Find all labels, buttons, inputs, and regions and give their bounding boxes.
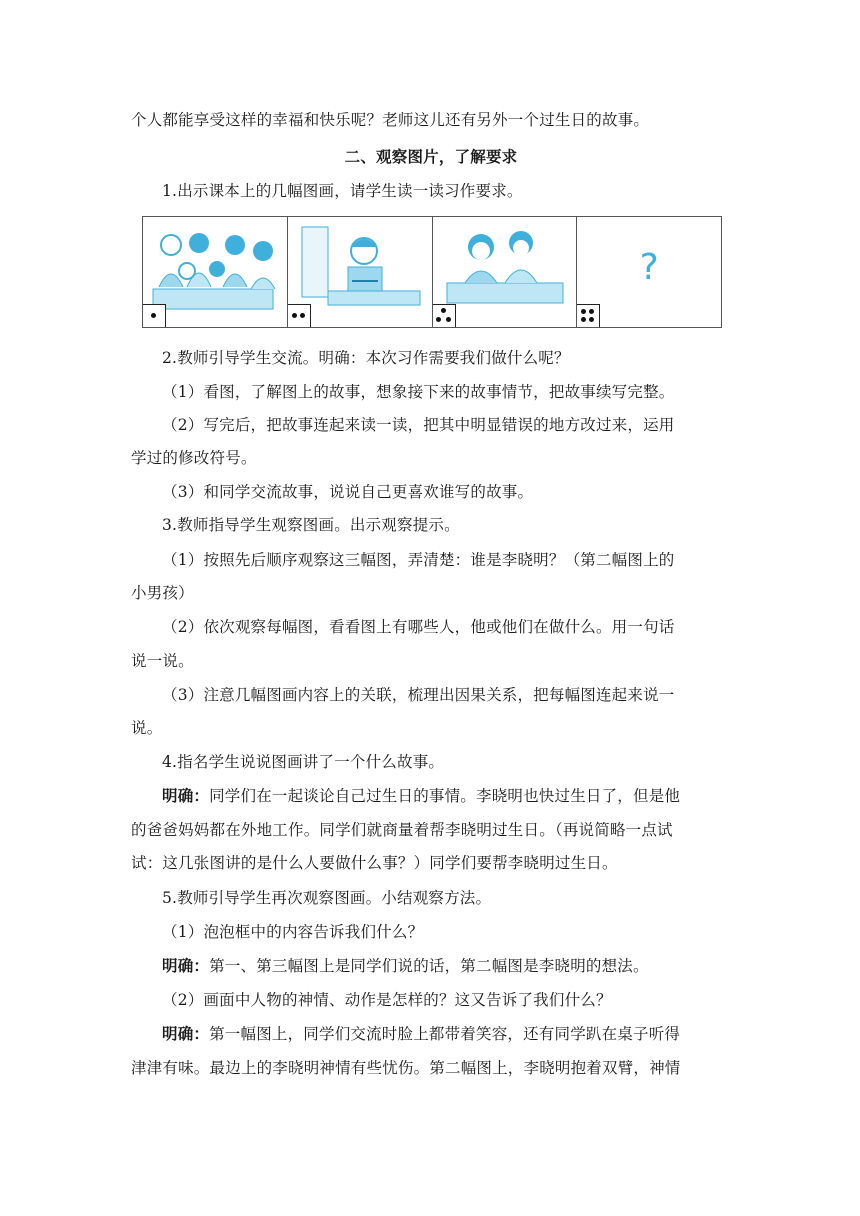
paragraph-line: （2）写完后，把故事连起来读一读，把其中明显错误的地方改过来，运用 xyxy=(162,416,675,434)
dice-two-icon xyxy=(288,304,311,327)
paragraph-line: 1.出示课本上的几幅图画，请学生读一读习作要求。 xyxy=(162,182,523,200)
dice-one-icon xyxy=(143,304,166,327)
dice-three-icon xyxy=(433,304,456,327)
illustration-strip xyxy=(142,216,722,328)
paragraph-line: （1）按照先后顺序观察这三幅图，弄清楚：谁是李晓明？（第二幅图上的 xyxy=(162,551,675,569)
paragraph-line: （1）泡泡框中的内容告诉我们什么？ xyxy=(162,923,424,941)
paragraph-line: 说一说。 xyxy=(131,652,194,670)
paragraph-line: （2）画面中人物的神情、动作是怎样的？这又告诉了我们什么？ xyxy=(162,991,612,1009)
clarify-label: 明确： xyxy=(162,1024,210,1043)
paragraph-line: 5.教师引导学生再次观察图画。小结观察方法。 xyxy=(162,889,492,907)
paragraph-line: （3）注意几幅图画内容上的关联，梳理出因果关系，把每幅图连起来说一 xyxy=(162,686,675,704)
clarify-text: 第一、第三幅图上是同学们说的话，第二幅图是李晓明的想法。 xyxy=(209,957,649,975)
paragraph-line: 小男孩） xyxy=(131,584,194,602)
paragraph-line xyxy=(162,786,731,806)
paragraph-line: 试：这几张图讲的是什么人要做什么事？）同学们要帮李晓明过生日。 xyxy=(131,854,618,872)
paragraph-line: 说。 xyxy=(131,719,163,737)
clarify-label: 明确： xyxy=(162,956,210,975)
paragraph-line: 3.教师指导学生观察图画。出示观察提示。 xyxy=(162,516,460,534)
paragraph-line xyxy=(162,956,731,976)
illustration-panel-4 xyxy=(577,217,721,327)
paragraph-line: 津津有味。最边上的李晓明神情有些忧伤。第二幅图上，李晓明抱着双臂，神情 xyxy=(131,1059,681,1077)
section-heading: 二、观察图片，了解要求 xyxy=(344,147,518,166)
dice-four-icon xyxy=(577,304,600,327)
paragraph-line: （1）看图，了解图上的故事，想象接下来的故事情节，把故事续写完整。 xyxy=(162,383,675,401)
paragraph-line: 2.教师引导学生交流。明确：本次习作需要我们做什么呢？ xyxy=(162,349,570,367)
paragraph-line: 个人都能享受这样的幸福和快乐呢？老师这儿还有另外一个过生日的故事。 xyxy=(131,111,650,129)
illustration-panel-2 xyxy=(288,217,433,327)
clarify-text: 同学们在一起谈论自己过生日的事情。李晓明也快过生日了，但是他 xyxy=(209,787,681,805)
question-mark-icon: ? xyxy=(639,247,659,288)
paragraph-line: 的爸爸妈妈都在外地工作。同学们就商量着帮李晓明过生日。（再说简略一点试 xyxy=(131,821,673,839)
clarify-text: 第一幅图上，同学们交流时脸上都带着笑容，还有同学趴在桌子听得 xyxy=(209,1025,681,1043)
paragraph-line xyxy=(162,1024,731,1044)
illustration-panel-1 xyxy=(143,217,288,327)
paragraph-line: （3）和同学交流故事，说说自己更喜欢谁写的故事。 xyxy=(162,483,534,501)
paragraph-line: （2）依次观察每幅图，看看图上有哪些人，他或他们在做什么。用一句话 xyxy=(162,618,675,636)
paragraph-line: 学过的修改符号。 xyxy=(131,449,257,467)
clarify-label: 明确： xyxy=(162,786,210,805)
illustration-panel-3 xyxy=(433,217,578,327)
paragraph-line: 4.指名学生说说图画讲了一个什么故事。 xyxy=(162,753,445,771)
